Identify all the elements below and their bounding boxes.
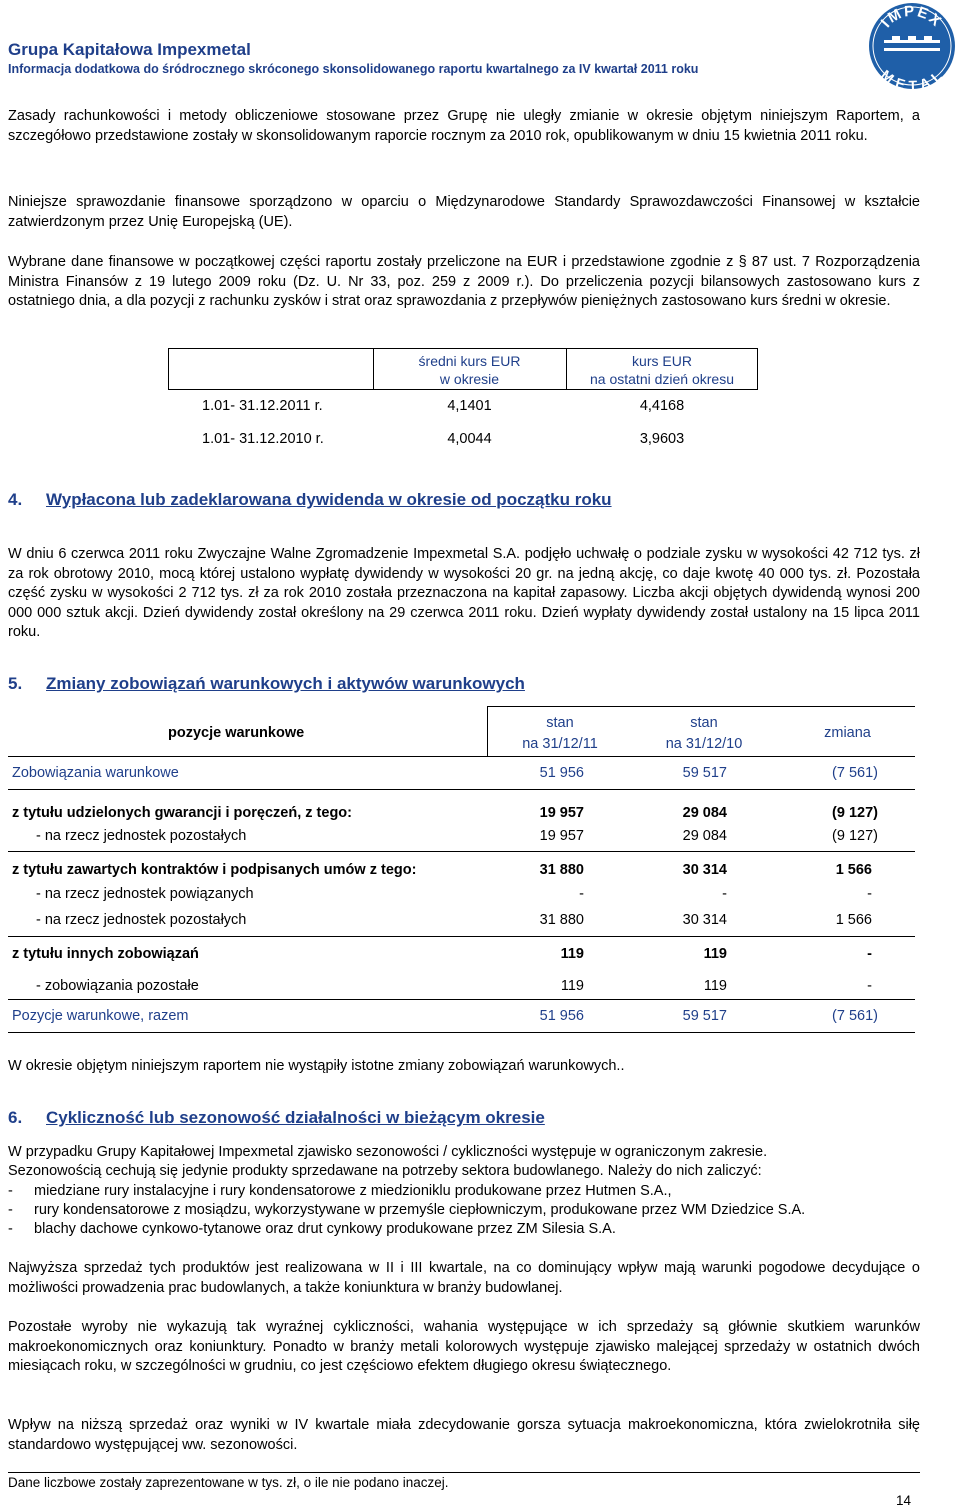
fx-row-avg: 4,0044: [447, 431, 492, 447]
row-value-2011: 31 880: [539, 862, 584, 878]
row-value-2010: 59 517: [682, 765, 727, 781]
intro-paragraph-3: Wybrane dane finansowe w początkowej części raportu zostały przeliczone na EUR i przedstawione zgodnie z § 87 ust. 7 Rozporządzenia Ministra Finansów z 19 lutego 2009 roku (Dz. U. Nr 33, poz. 259 z 2009 r.). Do przeliczenia pozycji bilansowych zastosowano kurs z ostatniego dnia, a dla pozycji z rachunku zysków i strat oraz sprawozdania z przepływów pieniężnych zastosowano kurs średni w okresie.: [8, 254, 920, 309]
fx-row-end: 4,4168: [639, 398, 685, 414]
row-value-2010: -: [722, 886, 727, 902]
report-title: Grupa Kapitałowa Impexmetal: [8, 40, 251, 59]
row-value-2011: 51 956: [539, 1008, 584, 1024]
row-value-2010: 119: [703, 946, 727, 962]
col-header-2011-line2: na 31/12/11: [522, 736, 598, 752]
row-change: -: [867, 978, 872, 994]
fx-col-end-line2: na ostatni dzień okresu: [590, 371, 734, 387]
fx-row-period: 1.01- 31.12.2011 r.: [202, 398, 323, 414]
logo-text-top: IMPEX: [877, 2, 946, 32]
intro-paragraph-1: Zasady rachunkowości i metody obliczeniowe stosowane przez Grupę nie uległy zmianie w okresie objętym niniejszym Raportem, a szczegółowo przedstawione zostały w skonsolidowanym raporcie rocznym za 2010 rok, opublikowanym w dniu 15 kwietnia 2011 roku.: [8, 108, 920, 144]
row-label: - na rzecz jednostek pozostałych: [36, 912, 247, 928]
row-value-2011: 31 880: [539, 912, 584, 928]
row-change: 1 566: [835, 862, 872, 878]
section-number: 6.: [8, 1108, 23, 1127]
seasonality-line-2: Sezonowością cechują się jedynie produkty sprzedawane na potrzeby sektora budowlanego. Należy do nich zaliczyć:: [8, 1163, 762, 1179]
row-value-2010: 29 084: [682, 828, 727, 844]
row-change: (9 127): [832, 805, 878, 821]
footer-note: Dane liczbowe zostały zaprezentowane w tys. zł, o ile nie podano inaczej.: [8, 1475, 449, 1490]
col-header-change: zmiana: [824, 725, 871, 741]
section-title: Cykliczność lub sezonowość działalności w bieżącym okresie: [46, 1108, 545, 1127]
row-value-2010: 30 314: [682, 912, 727, 928]
row-change: (9 127): [832, 828, 878, 844]
section-6-heading: [8, 1108, 545, 1128]
seasonality-paragraph-4: Wpływ na niższą sprzedaż oraz wyniki w IV kwartale miała zdecydowanie gorsza sytuacja makroekonomiczna, która zwielokrotniła siłę standardowo występującej ww. sezonowości.: [8, 1417, 920, 1453]
row-label: z tytułu innych zobowiązań: [12, 946, 199, 962]
fx-col-avg-line2: w okresie: [439, 371, 500, 387]
row-value-2010: 29 084: [682, 805, 727, 821]
row-value-2011: 19 957: [539, 828, 584, 844]
row-change: -: [867, 886, 872, 902]
fx-row-period: 1.01- 31.12.2010 r.: [202, 431, 324, 447]
row-value-2010: 59 517: [682, 1008, 727, 1024]
contingent-note: W okresie objętym niniejszym raportem nie wystąpiły istotne zmiany zobowiązań warunkowych..: [8, 1058, 625, 1074]
section-number: 4.: [8, 490, 23, 509]
dividend-paragraph: W dniu 6 czerwca 2011 roku Zwyczajne Walne Zgromadzenie Impexmetal S.A. podjęło uchwałę o podziale zysku w wysokości 42 712 tys. zł za rok obrotowy 2010, mocą której ustalono wypłatę dywidendy w wysokości 20 gr. na jedną akcję, co daje kwotę 40 000 tys. zł. Pozostała część zysku w wysokości 2 712 tys. zł za rok 2010 została przeznaczona na kapitał zapasowy. Liczba akcji objętych dywidendą wynosi 200 000 000 sztuk akcji. Dzień dywidendy został określony na 29 czerwca 2011 roku. Dzień wypłaty dywidendy został ustalony na 15 lipca 2011 roku.: [8, 546, 920, 640]
row-value-2011: 119: [560, 946, 584, 962]
row-change: -: [867, 946, 872, 962]
fx-col-avg-line1: średni kurs EUR: [418, 353, 521, 369]
section-title: Wypłacona lub zadeklarowana dywidenda w okresie od początku roku: [46, 490, 612, 509]
fx-col-end-line1: kurs EUR: [632, 353, 692, 369]
section-number: 5.: [8, 674, 23, 693]
bullet-item: - rury kondensatorowe z mosiądzu, wykorzystywane w przemyśle ciepłowniczym, produkowane przez WM Dziedzice S.A.: [8, 1202, 806, 1218]
fx-row-end: 3,9603: [639, 431, 685, 447]
seasonality-paragraph-3: Pozostałe wyroby nie wykazują tak wyraźnej cykliczności, wahania występujące w ich sprzedaży są głównie skutkiem warunków makroekonomicznych oraz koniunktury. Ponadto w branży metali kolorowych występuje zjawisko malejącej sprzedaży w ostatnich dwóch miesiącach roku, w szczególności w grudniu, co jest częściowo efektem długiego okresu świątecznego.: [8, 1319, 920, 1374]
seasonality-paragraph-2: Najwyższa sprzedaż tych produktów jest realizowana w II i III kwartale, na co dominujący wpływ mają warunki pogodowe decydujące o możliwości prowadzenia prac budowlanych, a także koniunktura w branży budowlanej.: [8, 1260, 920, 1296]
section-4-heading: [8, 490, 612, 510]
row-label: Pozycje warunkowe, razem: [12, 1008, 189, 1024]
col-header-2010-line1: stan: [690, 715, 718, 731]
footer-divider: [8, 1472, 920, 1473]
seasonality-line-1: W przypadku Grupy Kapitałowej Impexmetal zjawisko sezonowości / cykliczności występuje w ograniczonym zakresie.: [8, 1144, 768, 1160]
row-value-2010: 119: [703, 978, 727, 994]
logo-text-bottom: METAL: [878, 66, 947, 90]
report-subtitle: Informacja dodatkowa do śródrocznego skróconego skonsolidowanego raportu kwartalnego za IV kwartał 2011 roku: [8, 62, 699, 76]
col-header-2010-line2: na 31/12/10: [665, 736, 743, 752]
row-value-2010: 30 314: [682, 862, 727, 878]
col-header-2011-line1: stan: [546, 715, 574, 731]
row-label: - na rzecz jednostek powiązanych: [36, 886, 254, 902]
page-number: 14: [896, 1493, 912, 1508]
row-change: (7 561): [832, 1008, 878, 1024]
bullet-item: - blachy dachowe cynkowo-tytanowe oraz drut cynkowy produkowane przez ZM Silesia S.A.: [8, 1221, 616, 1237]
section-title: Zmiany zobowiązań warunkowych i aktywów warunkowych: [46, 674, 525, 693]
bullet-item: - miedziane rury instalacyjne i rury kondensatorowe z miedzioniklu produkowane przez Hutmen S.A.,: [8, 1183, 672, 1199]
row-label: - na rzecz jednostek pozostałych: [36, 828, 247, 844]
row-change: (7 561): [832, 765, 878, 781]
row-label: z tytułu zawartych kontraktów i podpisanych umów z tego:: [12, 862, 417, 878]
row-value-2011: 19 957: [539, 805, 584, 821]
fx-row-avg: 4,1401: [447, 398, 492, 414]
row-label: z tytułu udzielonych gwarancji i poręczeń, z tego:: [12, 805, 352, 821]
impexmetal-logo: [868, 2, 956, 90]
col-header-item: pozycje warunkowe: [168, 725, 305, 741]
row-value-2011: -: [579, 886, 584, 902]
intro-paragraph-2: Niniejsze sprawozdanie finansowe sporządzono w oparciu o Międzynarodowe Standardy Sprawozdawczości Finansowej w kształcie zatwierdzonym przez Unię Europejską (UE).: [8, 194, 920, 230]
row-label: Zobowiązania warunkowe: [12, 765, 179, 781]
section-5-heading: [8, 674, 525, 694]
row-label: - zobowiązania pozostałe: [36, 978, 199, 994]
row-value-2011: 51 956: [539, 765, 584, 781]
row-change: 1 566: [835, 912, 872, 928]
row-value-2011: 119: [560, 978, 584, 994]
